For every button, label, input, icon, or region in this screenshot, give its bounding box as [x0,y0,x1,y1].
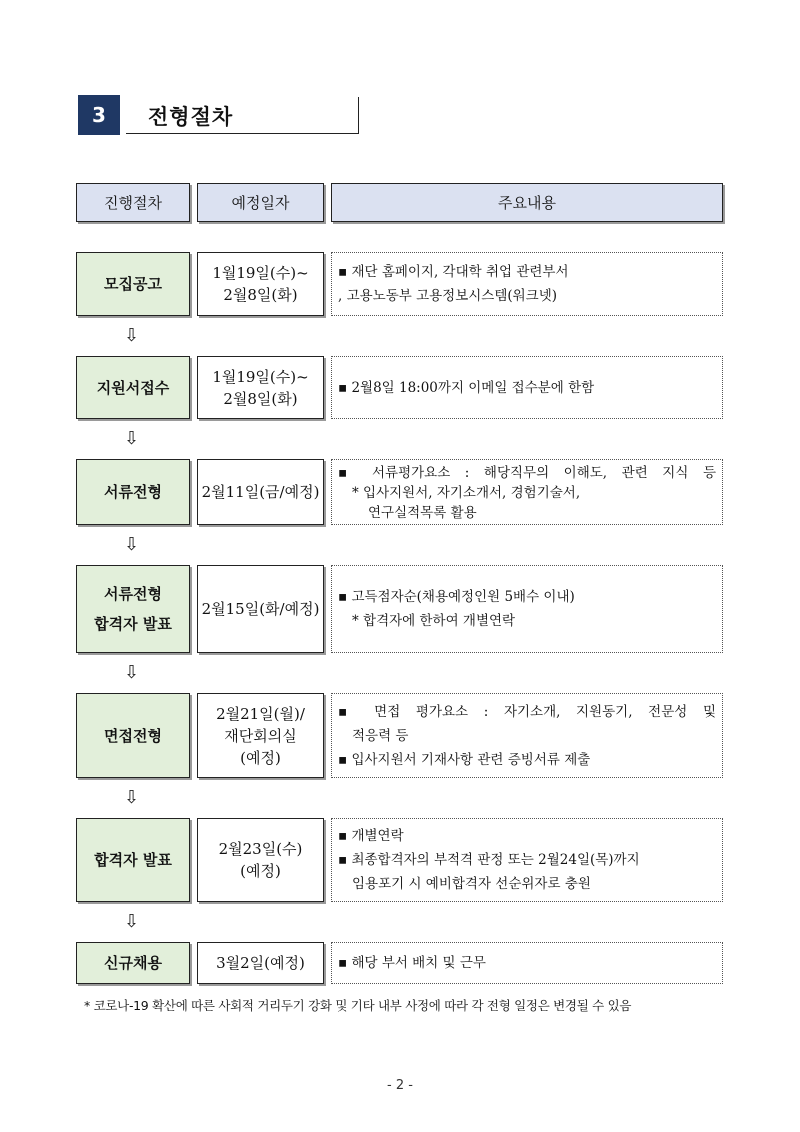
content-final-result [331,818,723,902]
date-application: 1월19일(수)~ 2월8일(화) [197,356,324,419]
step-interview: 면접전형 [76,693,190,778]
content-document-result [331,565,723,653]
step-final-result: 합격자 발표 [76,818,190,902]
step-application: 지원서접수 [76,356,190,419]
down-arrow-icon: ⇩ [124,787,140,808]
date-final-result: 2월23일(수) (예정) [197,818,324,902]
content-new-hire [331,942,723,984]
content-line: ▪ 입사지원서 기재사항 관련 증빙서류 제출 [338,751,591,768]
date-interview: 2월21일(월)/ 재단회의실 (예정) [197,693,324,778]
date-document-result: 2월15일(화/예정) [197,565,324,653]
content-recruitment-notice [331,252,723,316]
page-number: - 2 - [387,1078,413,1093]
down-arrow-icon: ⇩ [124,428,140,449]
content-line: ▪ 고득점자순(채용예정인원 5배수 이내) [338,589,575,605]
section-number: 3 [78,95,120,135]
date-document-screening: 2월11일(금/예정) [197,459,324,525]
content-line: ▪ 재단 홈페이지, 각대학 취업 관련부서 [338,264,569,280]
content-document-screening [331,459,723,525]
content-line: ▪ 2월8일 18:00까지 이메일 접수분에 한함 [338,379,595,396]
content-line: * 입사지원서, 자기소개서, 경험기술서, [352,485,581,501]
header-date: 예정일자 [197,183,324,222]
content-interview [331,693,723,778]
step-recruitment-notice: 모집공고 [76,252,190,316]
content-line: 연구실적목록 활용 [368,505,477,521]
footnote: * 코로나-19 확산에 따른 사회적 거리두기 강화 및 기타 내부 사정에 따라 각 전형 일정은 변경될 수 있음 [84,998,632,1013]
content-line: ▪ 최종합격자의 부적격 판정 또는 2월24일(목)까지 [338,852,640,868]
content-line: ▪ 면접 평가요소 : 자기소개, 지원동기, 전문성 및 [338,703,716,720]
date-recruitment-notice: 1월19일(수)~ 2월8일(화) [197,252,324,316]
date-new-hire: 3월2일(예정) [197,942,324,984]
section-title: 전형절차 [148,105,234,129]
content-line: 임용포기 시 예비합격자 선순위자로 충원 [352,876,591,892]
step-document-result: 서류전형 합격자 발표 [76,565,190,653]
down-arrow-icon: ⇩ [124,325,140,346]
down-arrow-icon: ⇩ [124,534,140,555]
content-line: ▪ 해당 부서 배치 및 근무 [338,955,486,971]
down-arrow-icon: ⇩ [124,662,140,683]
step-document-screening: 서류전형 [76,459,190,525]
content-line: , 고용노동부 고용정보시스템(워크넷) [338,288,558,304]
section-title-box [126,97,359,134]
content-line: ▪ 개별연락 [338,828,404,844]
down-arrow-icon: ⇩ [124,911,140,932]
content-application [331,356,723,419]
content-line: * 합격자에 한하여 개별연락 [352,613,516,629]
header-step: 진행절차 [76,183,190,222]
step-new-hire: 신규채용 [76,942,190,984]
content-line: ▪ 서류평가요소 : 해당직무의 이해도, 관련 지식 등 [338,465,716,481]
header-content: 주요내용 [331,183,723,222]
content-line: 적응력 등 [352,727,409,744]
